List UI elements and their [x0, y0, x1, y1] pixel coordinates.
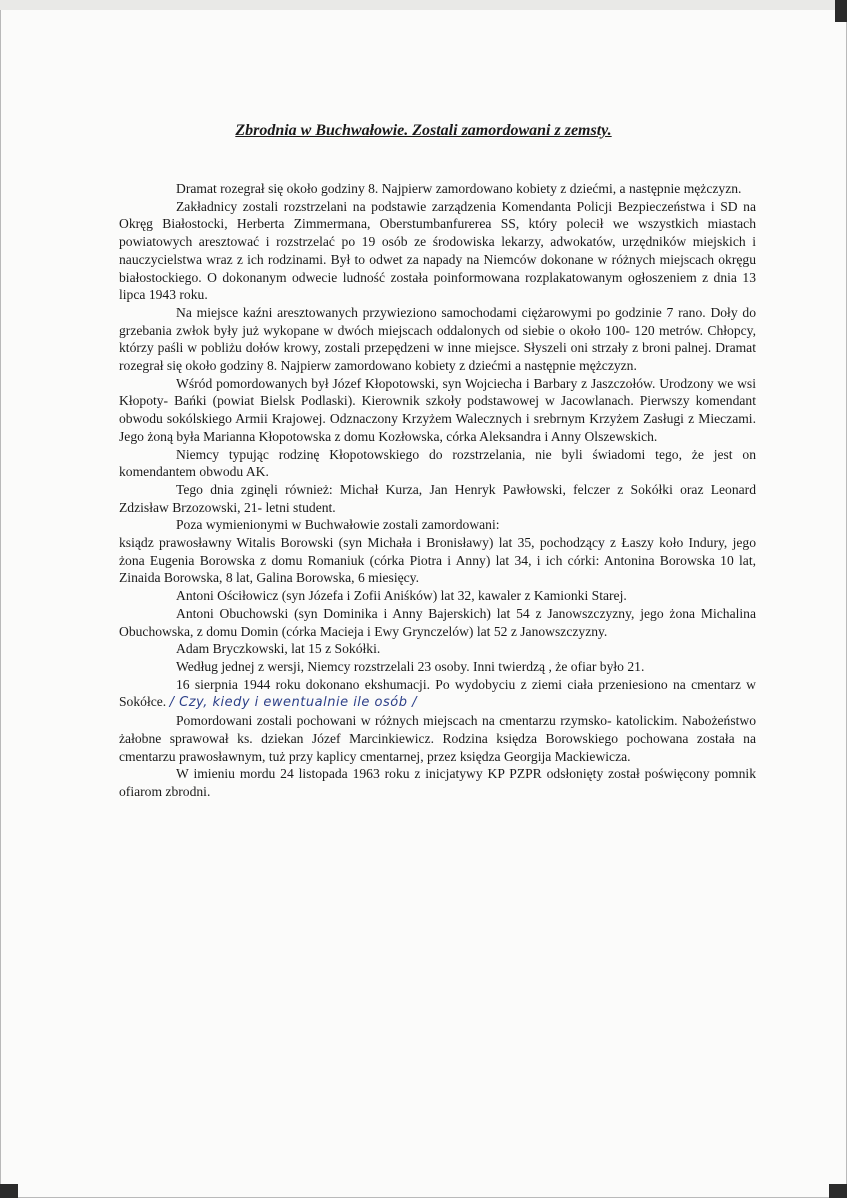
paragraph: Zakładnicy zostali rozstrzelani na podstawie zarządzenia Komendanta Policji Bezpieczeństwa i SD na Okręg Białostocki, Herberta Zimmermana, Oberstumbanfurerea SS, który polecił we wszystkich miastach powiatowych aresztować i rozstrzelać po 19 osób ze środowiska lekarzy, adwokatów, urzędników miejskich i nauczycielstwa wraz z ich rodzinami. Był to odwet za napady na Niemców dokonane w różnych miejscach okręgu białostockiego. O dokonanym odwecie ludność została poinformowana rozplakatowanym ogłoszeniem z dnia 13 lipca 1943 roku.	[119, 198, 756, 303]
document-body	[119, 180, 756, 801]
scan-corner-mark	[829, 1184, 847, 1198]
paragraph: Antoni Ościłowicz (syn Józefa i Zofii Aniśków) lat 32, kawaler z Kamionki Starej.	[176, 588, 627, 604]
paragraph: Tego dnia zginęli również: Michał Kurza, Jan Henryk Pawłowski, felczer z Sokółki oraz Leonard Zdzisław Brzozowski, 21- letni student.	[119, 481, 756, 515]
document-title: Zbrodnia w Buchwałowie. Zostali zamordowani z zemsty.	[235, 122, 612, 139]
scan-top-edge	[0, 0, 847, 10]
paragraph: Dramat rozegrał się około godziny 8. Najpierw zamordowano kobiety z dziećmi, a następnie mężczyzn.	[176, 181, 742, 196]
paragraph: Poza wymienionymi w Buchwałowie zostali zamordowani:	[176, 517, 500, 533]
paragraph: W imieniu mordu 24 listopada 1963 roku z inicjatywy KP PZPR odsłonięty został poświęcony pomnik ofiarom zbrodni.	[119, 766, 756, 799]
scan-corner-mark	[835, 0, 847, 22]
handwritten-note: / Czy, kiedy i ewentualnie ile osób /	[169, 695, 417, 711]
paragraph-text: 16 sierpnia 1944 roku dokonano ekshumacji. Po wydobyciu z ziemi ciała przeniesiono na cmentarz w Sokółce.	[119, 676, 756, 710]
paragraph: Wśród pomordowanych był Józef Kłopotowski, syn Wojciecha i Barbary z Jaszczołów. Urodzony we wsi Kłopoty- Bańki (powiat Bielsk Podlaski). Kierownik szkoły podstawowej w Jacowlanach. Pierwszy komendant obwodu sokólskiego Armii Krajowej. Odznaczony Krzyżem Walecznych i srebrnym Krzyżem Zasługi z Mieczami. Jego żoną była Marianna Kłopotowska z domu Kozłowska, córka Aleksandra i Anny Olszewskich.	[119, 375, 756, 444]
paragraph: Pomordowani zostali pochowani w różnych miejscach na cmentarzu rzymsko- katolickim. Nabożeństwo żałobne sprawował ks. dziekan Józef Marcinkiewicz. Rodzina księdza Borowskiego pochowana została na cmentarzu prawosławnym, tuż przy kaplicy cmentarnej, przez księdza Georgija Mackiewicza.	[119, 713, 756, 764]
paragraph: Antoni Obuchowski (syn Dominika i Anny Bajerskich) lat 54 z Janowszczyzny, jego żona Michalina Obuchowska, z domu Domin (córka Macieja i Ewy Grynczelów) lat 52 z Janowszczyzny.	[119, 605, 756, 639]
scan-corner-mark	[0, 1184, 18, 1198]
paragraph: Adam Bryczkowski, lat 15 z Sokółki.	[176, 641, 381, 657]
paragraph: ksiądz prawosławny Witalis Borowski (syn Michała i Bronisławy) lat 35, pochodzący z Łaszy koło Indury, jego żona Eugenia Borowska z domu Romaniuk (córka Piotra i Anny) lat 34, i ich córki: Antonina Borowska 10 lat, Zinaida Borowska, 8 lat, Galina Borowska, 6 miesięcy.	[119, 535, 756, 586]
paragraph: Według jednej z wersji, Niemcy rozstrzelali 23 osoby. Inni twierdzą , że ofiar było 21.	[176, 658, 645, 674]
paragraph: Na miejsce kaźni aresztowanych przywieziono samochodami ciężarowymi po godzinie 7 rano. Doły do grzebania zwłok były już wykopane w dwóch miejscach oddalonych od siebie o około 100- 120 metrów. Chłopcy, którzy paśli w pobliżu dołów krowy, zostali przepędzeni w inne miejsce. Słyszeli oni strzały z broni palnej. Dramat rozegrał się około godziny 8. Najpierw zamordowano kobiety z dziećmi a następnie mężczyzn.	[119, 304, 756, 374]
paragraph	[119, 676, 756, 712]
paragraph: Niemcy typując rodzinę Kłopotowskiego do rozstrzelania, nie byli świadomi tego, że jest on komendantem obwodu AK.	[119, 446, 756, 480]
